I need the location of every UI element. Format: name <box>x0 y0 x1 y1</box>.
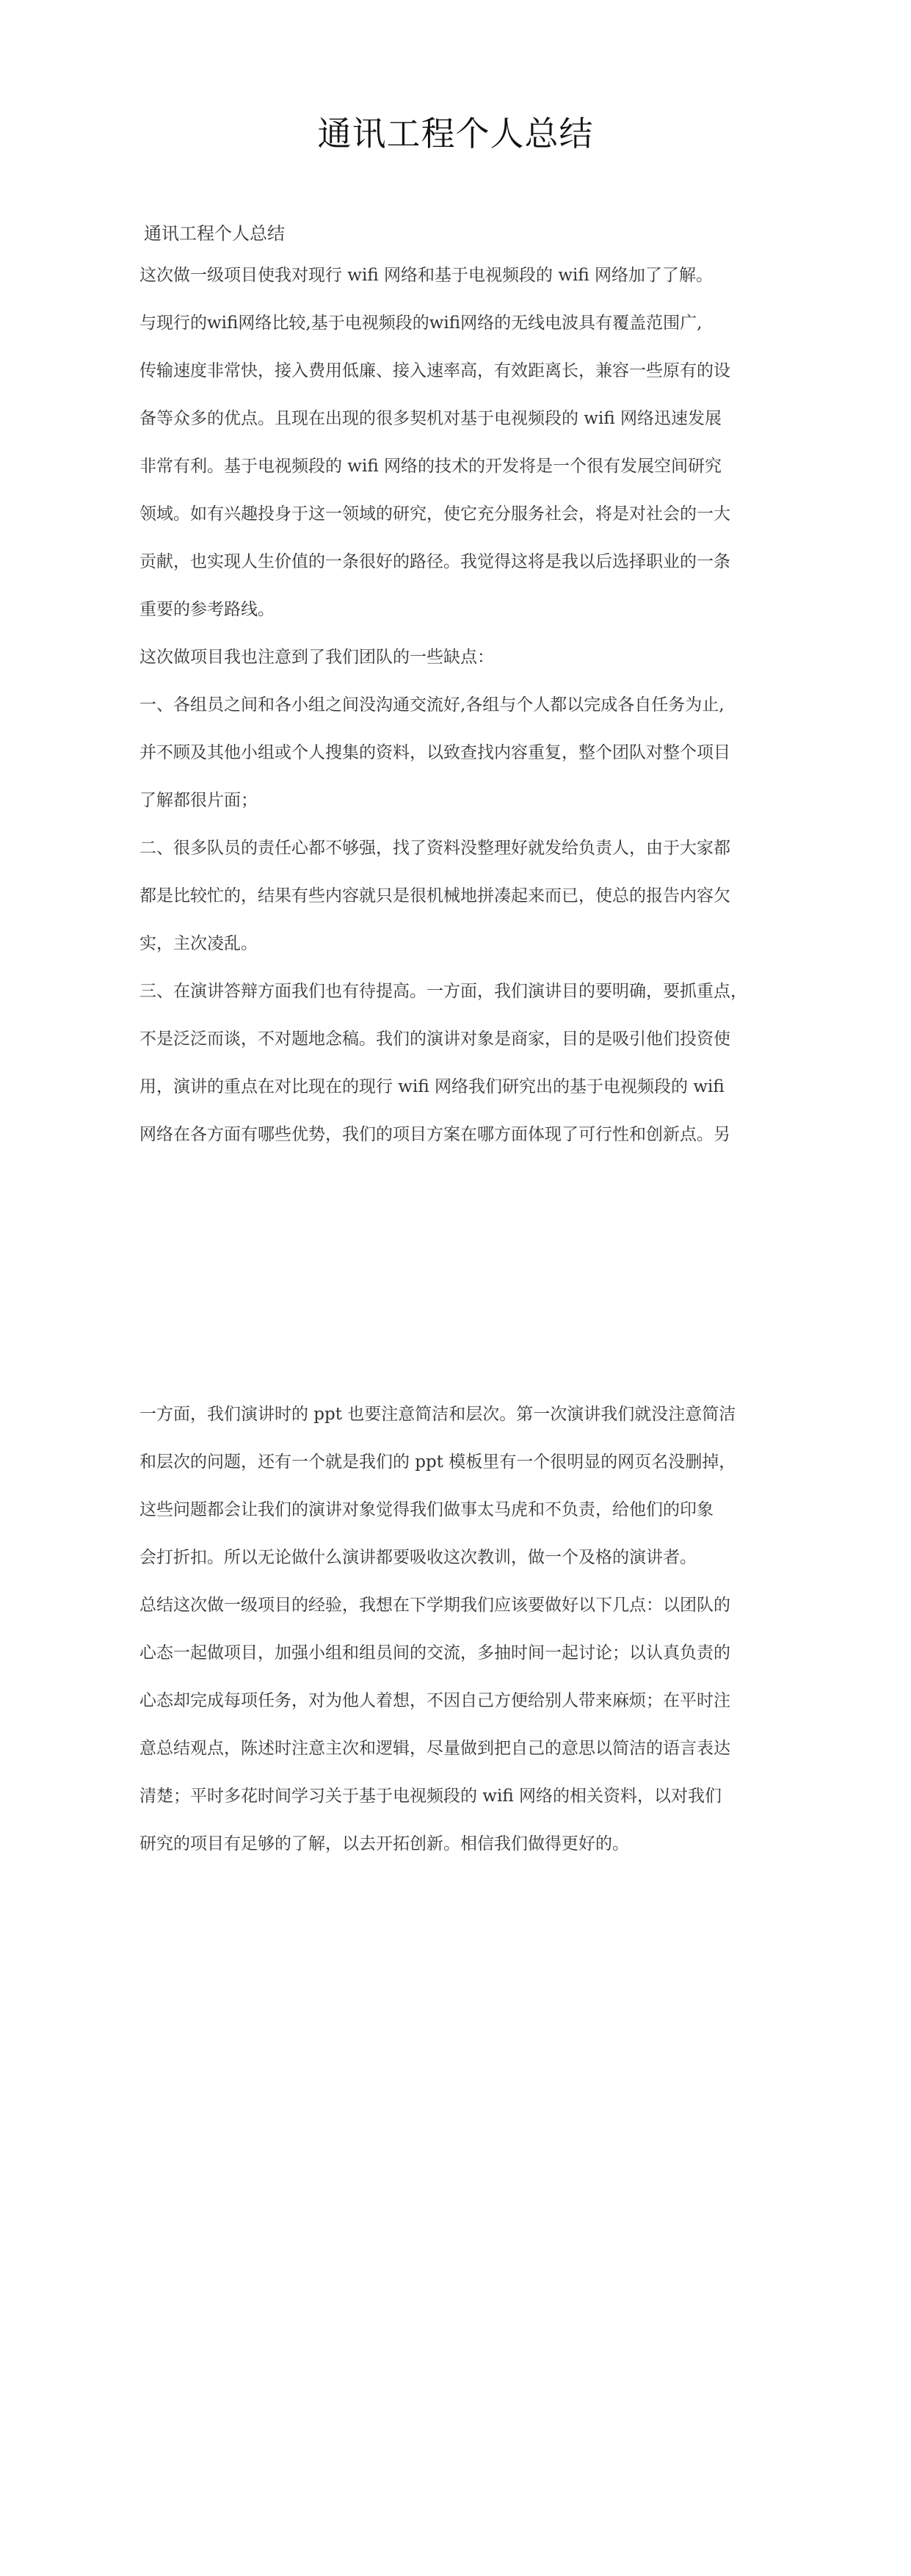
text-line: 这次做一级项目使我对现行 wifi 网络和基于电视频段的 wifi 网络加了了解。 <box>139 266 714 285</box>
body-text-part-2 <box>139 1391 778 1868</box>
text-line: 这些问题都会让我们的演讲对象觉得我们做事太马虎和不负责，给他们的印象 <box>139 1500 714 1519</box>
text-line: 领域。如有兴趣投身于这一领域的研究，使它充分服务社会，将是对社会的一大 <box>139 504 730 524</box>
text-line: 网络在各方面有哪些优势，我们的项目方案在哪方面体现了可行性和创新点。另 <box>139 1125 730 1144</box>
text-line: 重要的参考路线。 <box>139 600 275 619</box>
document-subtitle: 通讯工程个人总结 <box>144 223 285 244</box>
text-line: 不是泛泛而谈，不对题地念稿。我们的演讲对象是商家，目的是吸引他们投资使 <box>139 1030 730 1049</box>
text-line: 用，演讲的重点在对比现在的现行 wifi 网络我们研究出的基于电视频段的 wifi <box>139 1077 725 1096</box>
text-line: 并不顾及其他小组或个人搜集的资料，以致查找内容重复，整个团队对整个项目 <box>139 743 730 762</box>
text-line: 清楚；平时多花时间学习关于基于电视频段的 wifi 网络的相关资料，以对我们 <box>139 1787 722 1806</box>
text-line: 了解都很片面； <box>139 791 258 810</box>
text-line: 心态一起做项目，加强小组和组员间的交流，多抽时间一起讨论；以认真负责的 <box>139 1643 730 1663</box>
text-line: 会打折扣。所以无论做什么演讲都要吸收这次教训，做一个及格的演讲者。 <box>139 1548 697 1567</box>
text-line: 三、在演讲答辩方面我们也有待提高。一方面，我们演讲目的要明确，要抓重点， <box>139 982 747 1001</box>
text-line: 备等众多的优点。且现在出现的很多契机对基于电视频段的 wifi 网络迅速发展 <box>139 409 722 428</box>
text-line: 都是比较忙的，结果有些内容就只是很机械地拼凑起来而已，使总的报告内容欠 <box>139 886 730 905</box>
text-line: 与现行的wifi网络比较,基于电视频段的wifi网络的无线电波具有覆盖范围广, <box>139 314 703 333</box>
document-title: 通讯工程个人总结 <box>317 114 594 153</box>
text-line: 心态却完成每项任务，对为他人着想，不因自己方便给别人带来麻烦；在平时注 <box>139 1691 730 1710</box>
text-line: 这次做项目我也注意到了我们团队的一些缺点： <box>139 648 494 667</box>
text-line: 和层次的问题，还有一个就是我们的 ppt 模板里有一个很明显的网页名没删掉， <box>139 1452 736 1472</box>
text-line: 研究的项目有足够的了解，以去开拓创新。相信我们做得更好的。 <box>139 1834 629 1853</box>
text-line: 总结这次做一级项目的经验，我想在下学期我们应该要做好以下几点：以团队的 <box>139 1596 730 1615</box>
text-line: 贡献，也实现人生价值的一条很好的路径。我觉得这将是我以后选择职业的一条 <box>139 552 730 571</box>
body-text-part-1 <box>139 252 778 1159</box>
text-line: 一、各组员之间和各小组之间没沟通交流好,各组与个人都以完成各自任务为止, <box>139 695 725 714</box>
text-line: 实，主次凌乱。 <box>139 934 258 953</box>
text-line: 二、很多队员的责任心都不够强，找了资料没整理好就发给负责人，由于大家都 <box>139 839 730 858</box>
text-line: 非常有利。基于电视频段的 wifi 网络的技术的开发将是一个很有发展空间研究 <box>139 457 722 476</box>
text-line: 一方面，我们演讲时的 ppt 也要注意简洁和层次。第一次演讲我们就没注意简洁 <box>139 1405 736 1424</box>
text-line: 意总结观点，陈述时注意主次和逻辑，尽量做到把自己的意思以简洁的语言表达 <box>139 1739 730 1758</box>
text-line: 传输速度非常快，接入费用低廉、接入速率高，有效距离长，兼容一些原有的设 <box>139 361 730 380</box>
